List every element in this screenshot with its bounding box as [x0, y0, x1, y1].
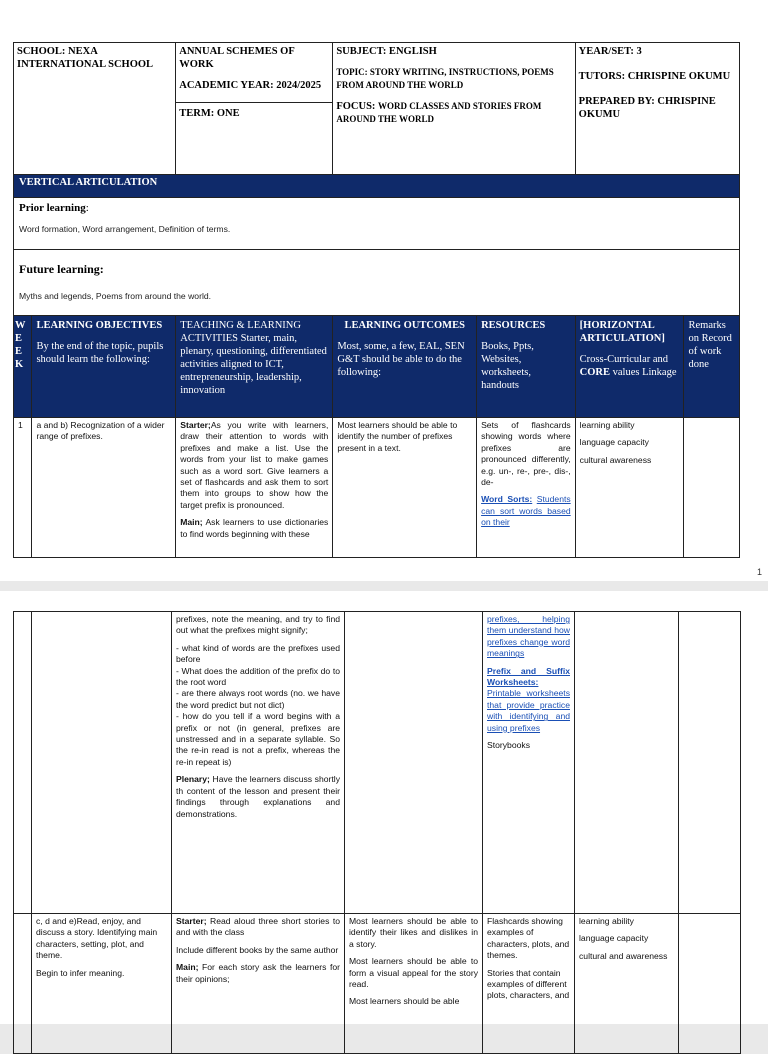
page-number: 1	[756, 567, 762, 577]
focus-text: WORD CLASSES AND STORIES FROM AROUND THE WORLD	[336, 101, 542, 124]
objective-cell: a and b) Recognization of a wider range of prefixes.	[32, 418, 176, 558]
objectives-header: LEARNING OBJECTIVES By the end of the topic, pupils should learn the following:	[32, 316, 176, 418]
scheme-cell	[176, 43, 333, 175]
word-sorts-link-text[interactable]: Students can sort words based on their	[481, 494, 571, 528]
objective-cell: c, d and e)Read, enjoy, and discuss a story. Identifying main characters, setting, plot, and theme. Begin to infer meaning.	[32, 914, 172, 1054]
activities-cell: Starter; Read aloud three short stories to and with the class Include different books by the same author Main; For each story ask the learners for their opinions;	[172, 914, 345, 1054]
outcomes-header: LEARNING OUTCOMES Most, some, a few, EAL, SEN G&T should be able to do the following:	[333, 316, 477, 418]
header-row	[14, 43, 740, 175]
activities-header: TEACHING & LEARNING ACTIVITIES Starter, main, plenary, questioning, differentiated activities aligned to ICT, entrepreneurship, leadership, innovation	[176, 316, 333, 418]
remarks-cell	[679, 612, 741, 914]
remarks-header: Remarks on Record of work done	[684, 316, 740, 418]
subject: SUBJECT: ENGLISH	[336, 46, 437, 57]
topic: TOPIC: STORY WRITING, INSTRUCTIONS, POEMS FROM AROUND THE WORLD	[336, 67, 554, 90]
tutors: TUTORS: CHRISPINE OKUMU	[578, 71, 731, 82]
future-learning-cell	[14, 250, 740, 316]
vertical-articulation-heading: VERTICAL ARTICULATION	[14, 175, 740, 198]
resources-cell: Sets of flashcards showing words where prefixes are pronounced differently, e.g. un-, re-, pre-, dis-, de- Word Sorts: Students can sort words based on their	[477, 418, 576, 558]
values-cell: learning ability language capacity cultural awareness	[575, 418, 684, 558]
prefix-suffix-worksheets-link[interactable]: Prefix and Suffix Worksheets:	[487, 665, 570, 688]
week-number: 1	[14, 418, 32, 558]
outcome-cell	[345, 612, 483, 914]
table-row	[14, 418, 740, 558]
word-sorts-link-continued[interactable]: prefixes, helping them understand how prefixes change word meanings	[487, 614, 570, 659]
prior-learning-label: Prior learning	[19, 202, 86, 214]
storybooks: Storybooks	[487, 740, 530, 751]
school-name: SCHOOL: NEXA INTERNATIONAL SCHOOL	[17, 46, 154, 70]
vertical-articulation-row	[14, 175, 740, 198]
outcome-cell: Most learners should be able to identify their likes and dislikes in a story. Most learners should be able to form a visual appeal for the story read. Most learners should be able	[345, 914, 483, 1054]
table-row	[14, 612, 741, 914]
future-learning-row	[14, 250, 740, 316]
year-set: YEAR/SET: 3	[578, 46, 642, 57]
column-header-row	[14, 316, 740, 418]
document-page-2	[0, 591, 768, 1024]
word-sorts-link[interactable]: Word Sorts:	[481, 494, 533, 505]
prior-learning-text: Word formation, Word arrangement, Definition of terms.	[19, 224, 231, 234]
school-cell	[14, 43, 176, 175]
remarks-cell	[684, 418, 740, 558]
prepared-by: PREPARED BY: CHRISPINE OKUMU	[578, 96, 716, 120]
horizontal-articulation-header: [HORIZONTAL ARTICULATION] Cross-Curricular and CORE values Linkage	[575, 316, 684, 418]
objective-cell	[32, 612, 172, 914]
outcome-cell: Most learners should be able to identify the number of prefixes present in a text.	[333, 418, 477, 558]
subject-cell	[333, 43, 575, 175]
year-cell	[575, 43, 739, 175]
week-header: W E E K	[14, 316, 32, 418]
scheme-table-page-2	[13, 611, 741, 1054]
academic-year: ACADEMIC YEAR: 2024/2025	[179, 80, 322, 91]
resources-header: RESOURCES Books, Ppts, Websites, worksheets, handouts	[477, 316, 576, 418]
future-learning-label: Future learning:	[19, 262, 104, 276]
focus-label: FOCUS:	[336, 101, 376, 112]
table-row	[14, 914, 741, 1054]
prior-learning-row	[14, 198, 740, 250]
activities-cell: Starter;As you write with learners, draw their attention to words with prefixes and make a list. Use the words from your list to make games such as a word sort. Give learners a set of flashcards and ask them to sort them into groups to show how the target prefix is pronounced. Main; Ask learners to use dictionaries to find words beginning with these	[176, 418, 333, 558]
term: TERM: ONE	[176, 102, 332, 124]
resources-cell	[483, 612, 575, 914]
scheme-title: ANNUAL SCHEMES OF WORK	[179, 46, 295, 70]
resources-cell: Flashcards showing examples of characters, plots, and themes. Stories that contain examples of different plots, characters, and	[483, 914, 575, 1054]
week-number	[14, 914, 32, 1054]
week-number	[14, 612, 32, 914]
values-cell: learning ability language capacity cultural and awareness	[575, 914, 679, 1054]
future-learning-text: Myths and legends, Poems from around the world.	[19, 291, 212, 301]
remarks-cell	[679, 914, 741, 1054]
prior-learning-cell: Prior learning: Word formation, Word arrangement, Definition of terms.	[14, 198, 740, 250]
activities-cell: prefixes, note the meaning, and try to find out what the prefixes might signify; - what kind of words are the prefixes used before - What does the addition of the prefix do to the root word - are there always root words (no. we have the word predict but not dict) - how do you tell if a word begins with a prefix or not (in general, prefixes are unstressed and in a separate syllable. So the re-in read is not a prefix, whereas the re-in repeat is) Plenary; Have the learners discuss shortly th content of the lesson and present their findings through explanations and demonstrations.	[172, 612, 345, 914]
scheme-table-page-1	[13, 42, 740, 558]
values-cell	[575, 612, 679, 914]
prefix-suffix-worksheets-link-text[interactable]: Printable worksheets that provide practice with identifying and using prefixes	[487, 688, 570, 733]
